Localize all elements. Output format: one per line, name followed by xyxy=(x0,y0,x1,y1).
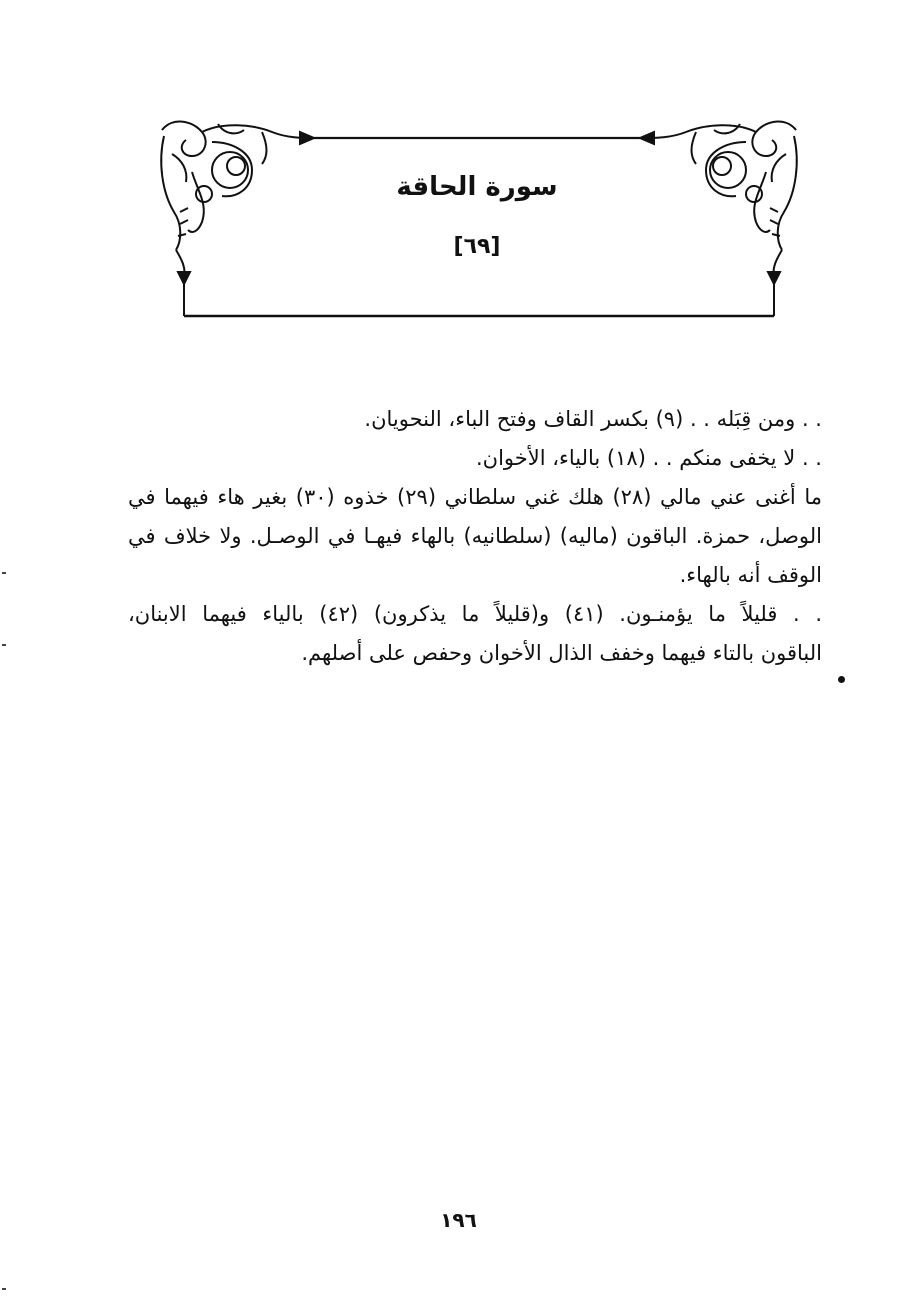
text-line: . . قليلاً ما يؤمنـون. (٤١) و(قليلاً ما يذكرون) (٤٢) بالياء فيهما الابنان، xyxy=(128,602,822,626)
left-corner-ornament xyxy=(161,122,314,284)
ornamental-border xyxy=(152,112,802,322)
text-line: الوصل، حمزة. الباقون (ماليه) (سلطانيه) بالهاء فيهـا في الوصـل. ولا خلاف في xyxy=(128,524,822,548)
text-line: . . ومن قِبَله . . (٩) بكسر القاف وفتح الباء، النحويان. xyxy=(364,407,822,431)
bullet-dot xyxy=(838,676,845,683)
page-number: ١٩٦ xyxy=(440,1208,477,1232)
scan-speck xyxy=(2,572,6,574)
surah-title: سورة الحاقة xyxy=(396,172,558,202)
text-line: ما أغنى عني مالي (٢٨) هلك غني سلطاني (٢٩) خذوه (٣٠) بغير هاء فيهما في xyxy=(128,485,822,509)
text-line: . . لا يخفى منكم . . (١٨) بالياء، الأخوان. xyxy=(475,446,822,470)
surah-number: [٦٩] xyxy=(453,234,501,259)
commentary-text xyxy=(128,400,822,673)
right-corner-ornament xyxy=(640,122,797,284)
surah-header-frame xyxy=(152,112,802,322)
scan-speck xyxy=(2,644,6,646)
scan-speck xyxy=(2,1288,6,1290)
text-line: الباقون بالتاء فيهما وخفف الذال الأخوان وحفص على أصلهم. xyxy=(301,641,822,665)
text-line: الوقف أنه بالهاء. xyxy=(679,563,822,587)
